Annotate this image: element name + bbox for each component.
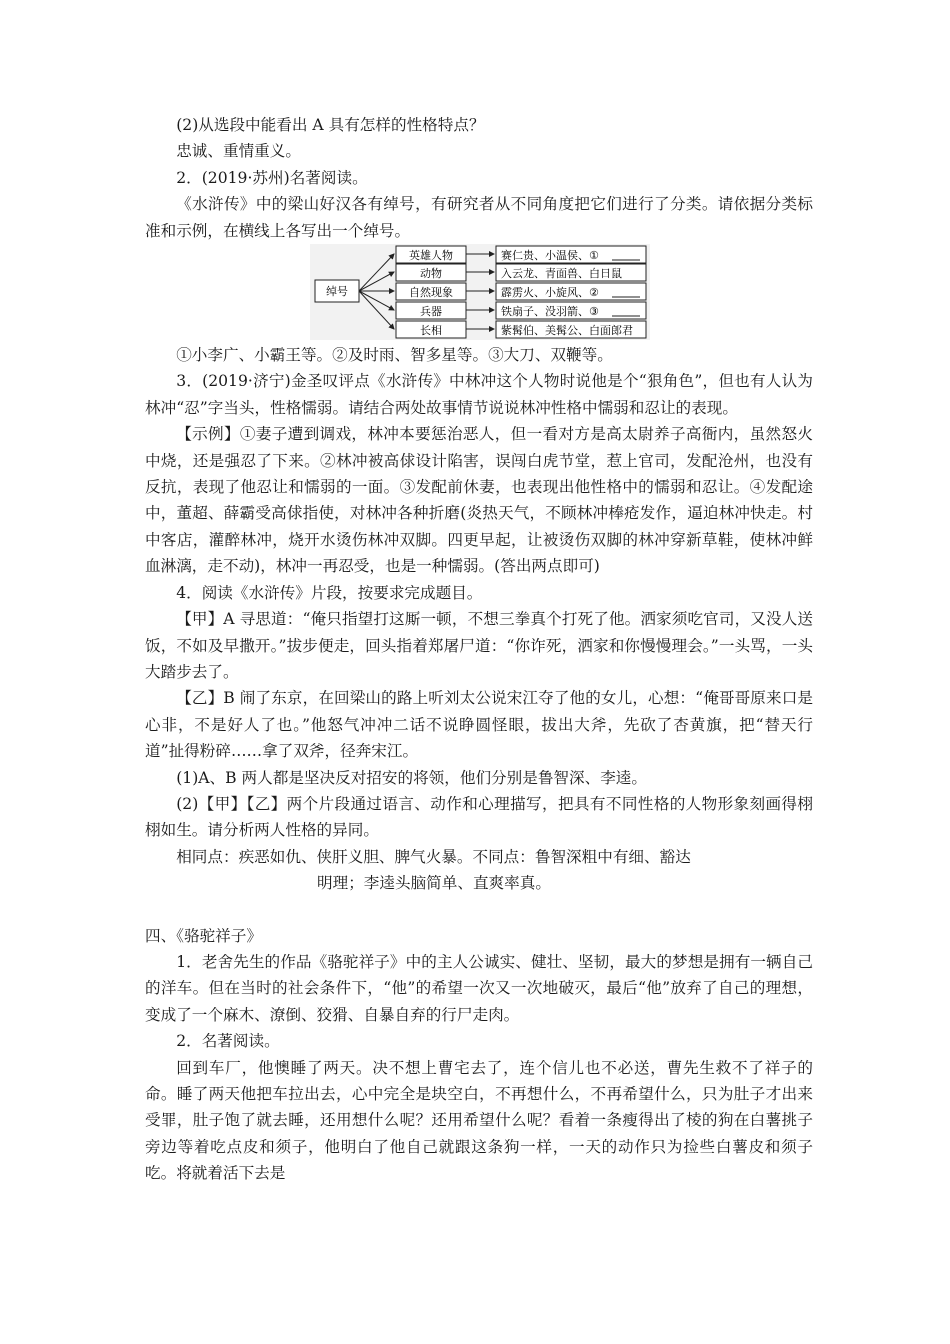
section-heading: 四、《骆驼祥子》	[145, 926, 262, 945]
excerpt-jia: 【甲】A 寻思道：“俺只指望打这厮一顿，不想三拳真个打死了他。洒家须吃官司，又没人送饭，不如及早撒开。”拔步便走，回头指着郑屠尸道：“你诈死，洒家和你慢慢理会。”一头骂，一头大踏步去了。	[145, 610, 813, 681]
category-animal: 动物	[420, 267, 442, 281]
answer-line: (1)A、B 两人都是坚决反对招安的将领，他们分别是鲁智深、李逵。	[176, 768, 647, 787]
question-text: 3．(2019·济宁)金圣叹评点《水浒传》中林冲这个人物时说他是个“狠角色”，但也有人认为林冲“忍”字当头，性格懦弱。请结合两处故事情节说说林冲性格中懦弱和忍让的表现。	[145, 372, 813, 417]
question-text: 《水浒传》中的梁山好汉各有绰号，有研究者从不同角度把它们进行了分类。请依据分类标准和示例，在横线上各写出一个绰号。	[145, 195, 813, 240]
answer-paragraph: 【示例】①妻子遭到调戏，林冲本要惩治恶人，但一看对方是高太尉养子高衙内，虽然怒火中烧，还是强忍了下来。②林冲被高俅设计陷害，误闯白虎节堂，惹上官司，发配沧州，也没有反抗，表现了他忍让和懦弱的一面。③发配前休妻，也表现出他性格中的懦弱和忍让。④发配途中，董超、薛霸受高俅指使，对林冲各种折磨(炎热天气，不顾林冲棒疮发作，逼迫林冲快走。村中客店，灌醉林冲，烧开水烫伤林冲双脚。四更早起，让被烫伤双脚的林冲穿新草鞋，使林冲鲜血淋漓，走不动)，林冲一再忍受，也是一种懦弱。(答出两点即可)	[145, 425, 813, 576]
document-body	[145, 112, 813, 1187]
question-heading: 4．阅读《水浒传》片段，按要求完成题目。	[176, 583, 483, 602]
diagram-svg	[310, 244, 650, 340]
question-heading: 2．名著阅读。	[176, 1032, 280, 1051]
example-nature: 霹雳火、小旋风、②	[501, 286, 599, 300]
nickname-classification-diagram	[145, 244, 813, 340]
question-2-sub: (2)从选段中能看出 A 具有怎样的性格特点？	[176, 116, 485, 134]
answer-line: 忠诚、重情重义。	[176, 142, 301, 161]
category-hero: 英雄人物	[409, 249, 453, 263]
question-heading: 2．(2019·苏州)名著阅读。	[176, 168, 368, 187]
root-label: 绰号	[326, 285, 348, 299]
excerpt-yi: 【乙】B 闹了东京，在回梁山的路上听刘太公说宋江夺了他的女儿，心想：“俺哥哥原来口是心非，不是好人了也。”他怒气冲冲二话不说睁圆怪眼，拔出大斧，先砍了杏黄旗，把“替天行道”扯得粉碎……拿了双斧，径奔宋江。	[145, 689, 813, 761]
example-looks: 紫髯伯、美髯公、白面郎君	[501, 324, 633, 338]
example-animal: 入云龙、青面兽、白日鼠	[501, 267, 622, 281]
answer-line-continued: 明理；李逵头脑简单、直爽率真。	[317, 874, 551, 893]
excerpt-paragraph: 回到车厂，他懊睡了两天。决不想上曹宅去了，连个信儿也不必送，曹先生救不了祥子的命。睡了两天他把车拉出去，心中完全是块空白，不再想什么，不再希望什么，只为肚子才出来受罪，肚子饱了就去睡，还用想什么呢？还用希望什么呢？看着一条瘦得出了棱的狗在白薯挑子旁边等着吃点皮和须子，他明白了他自己就跟这条狗一样，一天的动作只为捡些白薯皮和须子吃。将就着活下去是	[145, 1058, 813, 1183]
category-looks: 长相	[420, 324, 442, 338]
answer-paragraph: 1．老舍先生的作品《骆驼祥子》中的主人公诚实、健壮、坚韧，最大的梦想是拥有一辆自己的洋车。但在当时的社会条件下，“他”的希望一次又一次地破灭，最后“他”放弃了自己的理想，变成了一个麻木、潦倒、狡猾、自暴自弃的行尸走肉。	[145, 952, 813, 1024]
example-hero: 赛仁贵、小温侯、①	[501, 249, 599, 263]
category-nature: 自然现象	[409, 286, 453, 300]
answer-line: 相同点：疾恶如仇、侠肝义胆、脾气火暴。不同点：鲁智深粗中有细、豁达	[176, 847, 691, 866]
answer-line: ①小李广、小霸王等。②及时雨、智多星等。③大刀、双鞭等。	[176, 346, 613, 365]
example-weapon: 铁扇子、没羽箭、③	[501, 305, 599, 319]
question-text: (2)【甲】【乙】两个片段通过语言、动作和心理描写，把具有不同性格的人物形象刻画得栩栩如生。请分析两人性格的异同。	[145, 794, 813, 840]
category-weapon: 兵器	[420, 305, 442, 319]
